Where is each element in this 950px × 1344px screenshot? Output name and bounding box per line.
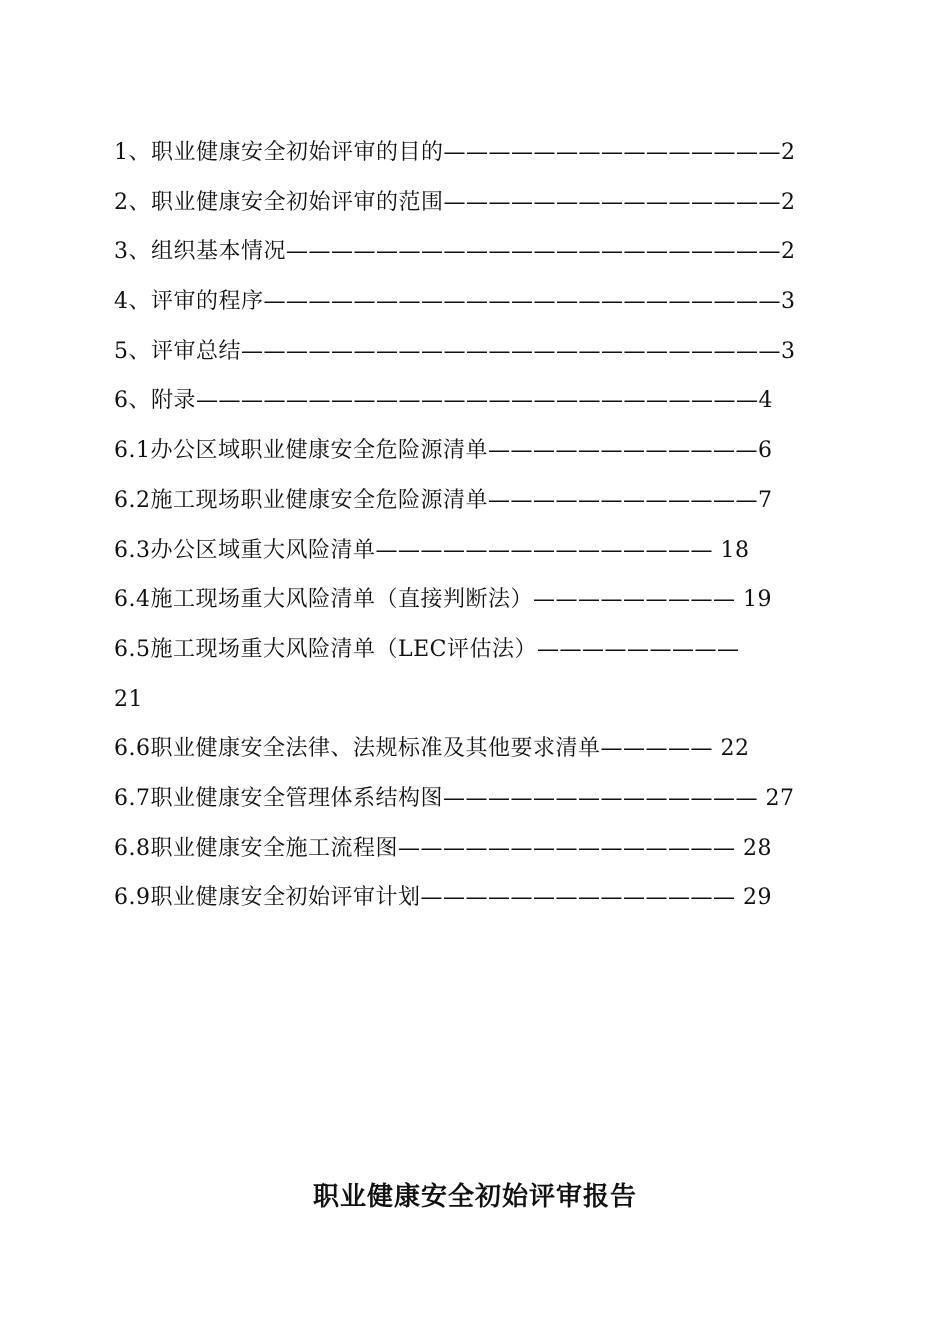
toc-entry-3: 3、组织基本情况——————————————————————2	[114, 239, 796, 265]
table-of-contents	[114, 128, 834, 923]
toc-entry-6-5: 6.5施工现场重大风险清单（LEC评估法）—————————	[114, 636, 740, 662]
toc-entry-6-5-page: 21	[114, 686, 143, 712]
toc-entry-6-9: 6.9职业健康安全初始评审计划—————————————— 29	[114, 885, 772, 911]
toc-entry-1: 1、职业健康安全初始评审的目的———————————————2	[114, 140, 796, 165]
report-title: 职业健康安全初始评审报告	[312, 1182, 637, 1212]
toc-entry-4: 4、评审的程序———————————————————————3	[114, 289, 796, 315]
toc-entry-6-8: 6.8职业健康安全施工流程图——————————————— 28	[114, 835, 772, 861]
toc-entry-6-4: 6.4施工现场重大风险清单（直接判断法）————————— 19	[114, 587, 772, 613]
toc-entry-6-1: 6.1办公区域职业健康安全危险源清单————————————6	[114, 438, 773, 464]
toc-entry-6-2: 6.2施工现场职业健康安全危险源清单————————————7	[114, 487, 773, 513]
toc-entry-5: 5、评审总结————————————————————————3	[114, 338, 796, 364]
toc-entry-2: 2、职业健康安全初始评审的范围———————————————2	[114, 189, 796, 215]
toc-entry-6-7: 6.7职业健康安全管理体系结构图—————————————— 27	[114, 785, 795, 811]
toc-entry-6: 6、附录—————————————————————————4	[114, 388, 773, 414]
toc-entry-6-6: 6.6职业健康安全法律、法规标准及其他要求清单————— 22	[114, 736, 750, 762]
toc-entry-6-3: 6.3办公区域重大风险清单——————————————— 18	[114, 537, 750, 563]
